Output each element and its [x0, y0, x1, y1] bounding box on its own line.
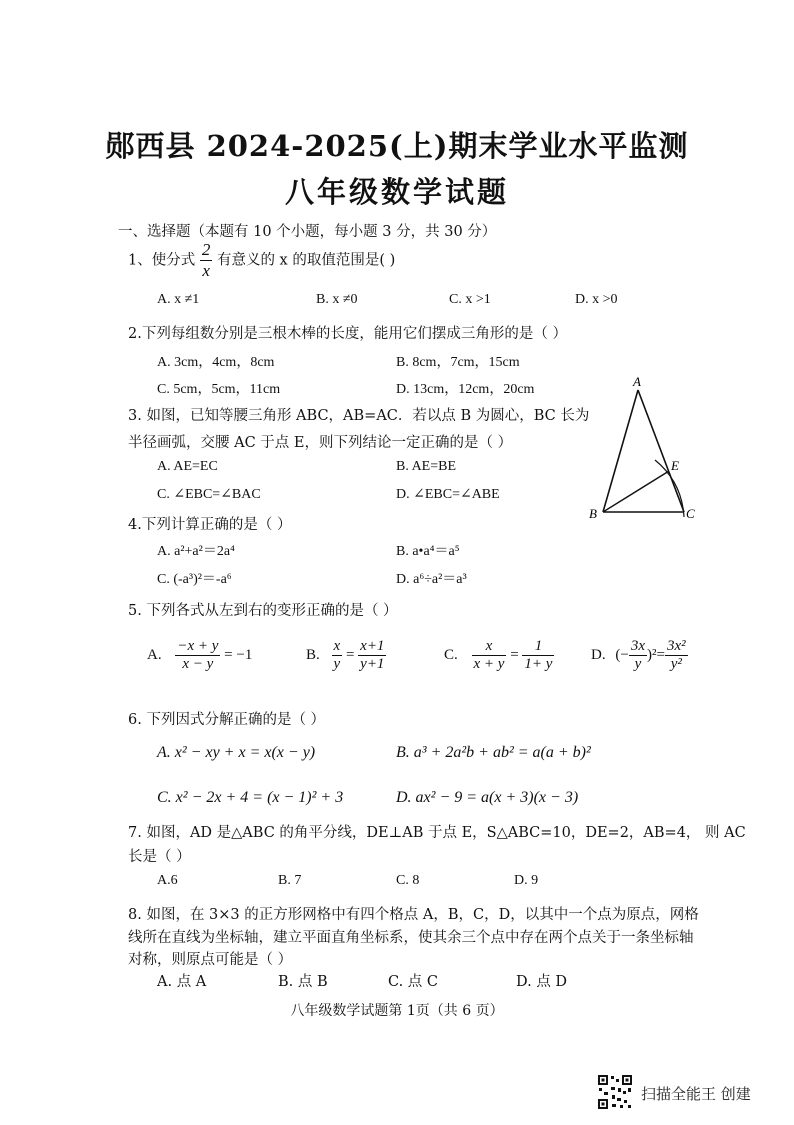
- q4-option-b: B. a•a⁴＝a⁵: [396, 544, 460, 559]
- q3-option-c: C. ∠EBC=∠BAC: [157, 487, 261, 502]
- q5-d-den2: y²: [670, 656, 682, 672]
- q1-prefix: 1、使分式: [128, 252, 196, 269]
- q2-option-b: B. 8cm，7cm，15cm: [396, 355, 520, 370]
- q6-option-c: C. x² − 2x + 4 = (x − 1)² + 3: [157, 789, 344, 806]
- q5-option-c: C. $\frac{x}{x + y}$ = $\frac{1}{1+ y}$: [444, 638, 553, 672]
- q5-d-frac2: [665, 638, 688, 673]
- watermark-text: 扫描全能王 创建: [641, 1085, 751, 1103]
- q5-d-frac1: [629, 638, 647, 673]
- q6-option-d: D. ax² − 9 = a(x + 3)(x − 3): [396, 789, 579, 806]
- page-title: 郧西县 2024-2025(上)期末学业水平监测: [105, 129, 689, 163]
- q1-frac-num: 2: [201, 240, 211, 259]
- q5-option-b: B. $\frac{x}{y}$ = $\frac{x+1}{y+1}$: [306, 638, 385, 672]
- q1-option-d: D. x >0: [575, 292, 618, 307]
- q5-option-a: [147, 638, 252, 673]
- question-8-line2: 线所在直线为坐标轴，建立平面直角坐标系，使其余三个点中存在两个点关于一条坐标轴: [128, 930, 694, 946]
- question-4: 4.下列计算正确的是（ ）: [128, 517, 292, 533]
- question-1: [128, 240, 395, 281]
- question-3-line2: 半径画弧，交腰 AC 于点 E，则下列结论一定正确的是（ ）: [128, 435, 513, 451]
- q5-c-den2: 1+ y: [524, 656, 553, 672]
- q5-a-fraction: [175, 638, 220, 673]
- q7-option-c: C. 8: [396, 873, 420, 888]
- q1-frac-den: x: [202, 261, 210, 280]
- q1-fraction: [200, 240, 213, 281]
- q5-d-den1: y: [634, 656, 642, 672]
- q5-b-den1: y: [333, 656, 341, 672]
- q5-b-num2: x+1: [360, 638, 385, 654]
- q5-a-rhs: = −1: [224, 646, 253, 663]
- q1-suffix: 有意义的 x 的取值范围是( ): [216, 252, 396, 269]
- q2-option-a: A. 3cm，4cm，8cm: [157, 355, 275, 370]
- q3-label-c: C: [686, 506, 695, 521]
- question-2: 2.下列每组数分别是三根木棒的长度，能用它们摆成三角形的是（ ）: [128, 326, 567, 342]
- q8-option-a: A. 点 A: [157, 974, 207, 990]
- q1-option-b: B. x ≠0: [316, 292, 358, 307]
- q3-label-e: E: [671, 458, 679, 473]
- q5-a-den: x − y: [182, 656, 214, 672]
- q5-b-den2: y+1: [360, 656, 385, 672]
- q5-b-label: B.: [306, 646, 320, 663]
- q5-c-frac1: [472, 638, 507, 673]
- q4-option-c: C. (-a³)²＝-a⁶: [157, 572, 232, 587]
- q4-option-d: D. a⁶÷a²＝a³: [396, 572, 467, 587]
- q3-option-d: D. ∠EBC=∠ABE: [396, 487, 500, 502]
- q5-c-num2: 1: [522, 638, 554, 656]
- q5-b-frac1: [332, 638, 343, 673]
- q8-option-b: B. 点 B: [278, 974, 328, 990]
- q5-d-label: D.: [591, 646, 606, 663]
- page-footer: 八年级数学试题第 1页（共 6 页）: [290, 1003, 504, 1019]
- q4-option-a: A. a²+a²＝2a⁴: [157, 544, 235, 559]
- q5-c-label: C.: [444, 646, 458, 663]
- q1-option-c: C. x >1: [449, 292, 491, 307]
- section-heading: 一、选择题（本题有 10 个小题，每小题 3 分，共 30 分）: [118, 224, 497, 240]
- q8-option-c: C. 点 C: [388, 974, 438, 990]
- q5-a-label: A.: [147, 646, 162, 663]
- question-3-line1: 3. 如图，已知等腰三角形 ABC，AB=AC．若以点 B 为圆心，BC 长为: [128, 408, 590, 424]
- question-8-line1: 8. 如图，在 3×3 的正方形网格中有四个格点 A，B，C，D，以其中一个点为原点，网格: [128, 907, 699, 923]
- question-8-line3: 对称，则原点可能是（ ）: [128, 952, 293, 968]
- q6-option-b: B. a³ + 2a²b + ab² = a(a + b)²: [396, 744, 591, 761]
- q3-triangle-figure: [580, 372, 704, 527]
- q3-side-ac: [638, 390, 684, 512]
- q3-option-a: A. AE=EC: [157, 459, 218, 474]
- q7-option-b: B. 7: [278, 873, 302, 888]
- q5-d-num2: 3x²: [666, 638, 686, 654]
- question-5: 5. 下列各式从左到右的变形正确的是（ ）: [128, 603, 398, 619]
- q5-c-num1: x: [472, 638, 507, 656]
- q1-option-a: A. x ≠1: [157, 292, 200, 307]
- qr-code-icon: [597, 1074, 633, 1110]
- q2-option-d: D. 13cm，12cm，20cm: [396, 382, 535, 397]
- q2-option-c: C. 5cm，5cm，11cm: [157, 382, 281, 397]
- q3-label-a: A: [633, 374, 641, 389]
- q5-c-frac2: [522, 638, 554, 673]
- q5-a-num: −x + y: [177, 638, 219, 654]
- q3-label-b: B: [589, 506, 597, 521]
- q7-option-a: A.6: [157, 873, 178, 888]
- q5-c-den1: x + y: [473, 656, 505, 672]
- question-6: 6. 下列因式分解正确的是（ ）: [128, 712, 326, 728]
- q7-option-d: D. 9: [514, 873, 539, 888]
- q3-arc: [655, 460, 684, 517]
- q5-option-d: D. (− $\frac{3x}{y}$ )²= $\frac{\text{3x²}}{\text{y²}}$: [591, 638, 686, 672]
- q6-option-a: A. x² − xy + x = x(x − y): [157, 744, 316, 761]
- q5-b-num1: x: [333, 638, 341, 654]
- question-7-line1: 7. 如图，AD 是△ABC 的角平分线，DE⊥AB 于点 E，S△ABC=10，DE=2，AB=4， 则 AC: [128, 825, 746, 841]
- page-subtitle: 八年级数学试题: [284, 175, 509, 209]
- question-7-line2: 长是（ ）: [128, 849, 191, 865]
- q5-d-num1: 3x: [630, 638, 645, 654]
- q3-option-b: B. AE=BE: [396, 459, 457, 474]
- q5-b-frac2: [358, 638, 386, 673]
- q8-option-d: D. 点 D: [516, 974, 568, 990]
